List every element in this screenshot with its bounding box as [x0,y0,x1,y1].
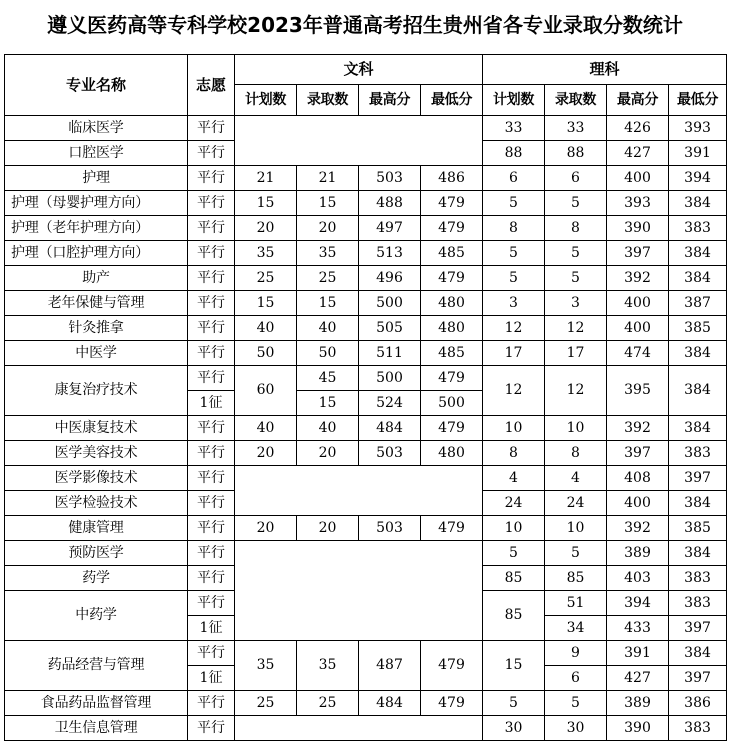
cell-science-max: 393 [607,191,669,216]
cell-arts-max: 505 [359,316,421,341]
cell-arts-min: 480 [421,316,483,341]
cell-choice: 平行 [188,491,235,516]
cell-arts-max: 503 [359,166,421,191]
cell-arts-max: 488 [359,191,421,216]
cell-science-max: 400 [607,291,669,316]
cell-science-plan: 8 [483,441,545,466]
cell-science-max: 408 [607,466,669,491]
cell-arts-max: 484 [359,416,421,441]
cell-major: 护理（口腔护理方向） [5,241,188,266]
cell-choice: 平行 [188,541,235,566]
cell-science-admitted: 10 [545,516,607,541]
cell-arts-plan: 35 [235,241,297,266]
cell-choice: 平行 [188,116,235,141]
cell-science-admitted: 17 [545,341,607,366]
cell-science-max: 397 [607,241,669,266]
cell-science-admitted: 24 [545,491,607,516]
cell-science-plan: 5 [483,266,545,291]
cell-science-max: 403 [607,566,669,591]
header-row-top [5,55,727,85]
table-row [5,366,727,391]
cell-arts-plan: 40 [235,416,297,441]
cell-arts-max: 500 [359,366,421,391]
cell-science-admitted: 6 [545,666,607,691]
cell-choice: 平行 [188,416,235,441]
cell-science-min: 384 [669,341,727,366]
cell-choice: 平行 [188,316,235,341]
cell-choice: 平行 [188,216,235,241]
cell-arts-min: 479 [421,416,483,441]
cell-science-min: 391 [669,141,727,166]
header-arts-admitted: 录取数 [297,85,359,116]
header-arts-min: 最低分 [421,85,483,116]
cell-choice: 平行 [188,591,235,616]
cell-science-admitted: 5 [545,691,607,716]
page-title: 遵义医药高等专科学校2023年普通高考招生贵州省各专业录取分数统计 [47,13,683,37]
cell-science-plan: 5 [483,541,545,566]
cell-science-max: 392 [607,266,669,291]
admission-score-table [4,54,727,741]
cell-science-min: 383 [669,441,727,466]
cell-science-admitted: 88 [545,141,607,166]
cell-choice: 1征 [188,616,235,641]
cell-science-min: 385 [669,316,727,341]
cell-science-max: 427 [607,141,669,166]
cell-arts-admitted: 50 [297,341,359,366]
cell-science-plan: 6 [483,166,545,191]
cell-arts-admitted: 20 [297,441,359,466]
table-row [5,716,727,741]
cell-science-plan: 85 [483,591,545,641]
table-row [5,516,727,541]
cell-science-admitted: 3 [545,291,607,316]
cell-science-max: 389 [607,541,669,566]
cell-arts-plan: 20 [235,441,297,466]
cell-science-plan: 33 [483,116,545,141]
cell-science-admitted: 8 [545,216,607,241]
cell-choice: 1征 [188,391,235,416]
header-science-plan: 计划数 [483,85,545,116]
cell-science-min: 384 [669,241,727,266]
cell-arts-plan: 50 [235,341,297,366]
cell-science-admitted: 5 [545,266,607,291]
cell-science-plan: 12 [483,366,545,416]
header-science-max: 最高分 [607,85,669,116]
cell-science-plan: 15 [483,641,545,691]
cell-science-plan: 5 [483,191,545,216]
cell-choice: 平行 [188,516,235,541]
cell-choice: 平行 [188,691,235,716]
cell-major: 口腔医学 [5,141,188,166]
cell-science-admitted: 5 [545,241,607,266]
header-science-admitted: 录取数 [545,85,607,116]
cell-arts-max: 503 [359,516,421,541]
cell-major: 护理（母婴护理方向） [5,191,188,216]
cell-arts-min: 479 [421,516,483,541]
cell-choice: 平行 [188,441,235,466]
cell-science-admitted: 6 [545,166,607,191]
cell-arts-min: 479 [421,691,483,716]
cell-science-plan: 88 [483,141,545,166]
cell-science-min: 384 [669,416,727,441]
cell-science-plan: 8 [483,216,545,241]
cell-science-max: 389 [607,691,669,716]
cell-choice: 平行 [188,266,235,291]
cell-major: 针灸推拿 [5,316,188,341]
cell-arts-max: 513 [359,241,421,266]
table-row [5,341,727,366]
cell-major: 预防医学 [5,541,188,566]
cell-major: 卫生信息管理 [5,716,188,741]
cell-arts-admitted: 20 [297,516,359,541]
cell-arts-plan: 21 [235,166,297,191]
cell-choice: 平行 [188,466,235,491]
cell-arts-max: 484 [359,691,421,716]
cell-arts-min: 480 [421,441,483,466]
cell-science-max: 390 [607,216,669,241]
cell-arts-max: 487 [359,641,421,691]
cell-major: 药品经营与管理 [5,641,188,691]
cell-science-max: 400 [607,491,669,516]
cell-arts-max: 496 [359,266,421,291]
cell-arts-admitted: 15 [297,291,359,316]
cell-choice: 平行 [188,641,235,666]
cell-science-max: 392 [607,516,669,541]
cell-science-min: 394 [669,166,727,191]
cell-science-plan: 5 [483,241,545,266]
cell-choice: 平行 [188,241,235,266]
cell-science-max: 391 [607,641,669,666]
cell-choice: 平行 [188,341,235,366]
cell-science-max: 394 [607,591,669,616]
cell-major: 护理 [5,166,188,191]
cell-arts-max: 497 [359,216,421,241]
cell-science-min: 387 [669,291,727,316]
cell-science-max: 392 [607,416,669,441]
cell-science-admitted: 30 [545,716,607,741]
cell-major: 老年保健与管理 [5,291,188,316]
cell-choice: 平行 [188,166,235,191]
cell-arts-min: 479 [421,191,483,216]
table-row [5,641,727,666]
cell-science-max: 390 [607,716,669,741]
cell-science-min: 384 [669,541,727,566]
cell-arts-admitted: 15 [297,191,359,216]
header-science-min: 最低分 [669,85,727,116]
cell-science-max: 427 [607,666,669,691]
cell-science-min: 384 [669,266,727,291]
cell-science-min: 384 [669,491,727,516]
cell-arts-plan: 15 [235,291,297,316]
cell-choice: 平行 [188,716,235,741]
cell-science-min: 384 [669,641,727,666]
cell-science-max: 400 [607,166,669,191]
cell-science-admitted: 12 [545,366,607,416]
cell-science-min: 383 [669,591,727,616]
cell-major: 临床医学 [5,116,188,141]
cell-major: 助产 [5,266,188,291]
cell-science-max: 474 [607,341,669,366]
header-science: 理科 [483,55,727,85]
cell-arts-min: 479 [421,216,483,241]
table-row [5,316,727,341]
header-arts-plan: 计划数 [235,85,297,116]
cell-arts-plan: 25 [235,691,297,716]
cell-major: 健康管理 [5,516,188,541]
cell-arts-plan: 15 [235,191,297,216]
header-arts-max: 最高分 [359,85,421,116]
table-row [5,541,727,566]
cell-major: 食品药品监督管理 [5,691,188,716]
cell-arts-max: 524 [359,391,421,416]
cell-major: 药学 [5,566,188,591]
cell-arts-min: 500 [421,391,483,416]
cell-science-plan: 17 [483,341,545,366]
cell-arts-admitted: 45 [297,366,359,391]
cell-science-plan: 4 [483,466,545,491]
cell-science-admitted: 33 [545,116,607,141]
cell-major: 中医康复技术 [5,416,188,441]
cell-arts-plan: 25 [235,266,297,291]
cell-science-plan: 85 [483,566,545,591]
cell-science-admitted: 9 [545,641,607,666]
cell-arts-plan: 40 [235,316,297,341]
cell-science-admitted: 51 [545,591,607,616]
cell-arts-min: 479 [421,266,483,291]
cell-arts-empty [235,466,483,516]
cell-science-plan: 24 [483,491,545,516]
cell-major: 护理（老年护理方向） [5,216,188,241]
cell-arts-min: 485 [421,341,483,366]
cell-science-max: 426 [607,116,669,141]
cell-arts-admitted: 25 [297,266,359,291]
cell-science-min: 383 [669,566,727,591]
cell-arts-empty [235,541,483,641]
table-row [5,116,727,141]
cell-major: 医学美容技术 [5,441,188,466]
cell-major: 中药学 [5,591,188,641]
cell-science-admitted: 8 [545,441,607,466]
cell-science-max: 397 [607,441,669,466]
table-row [5,166,727,191]
cell-arts-min: 479 [421,366,483,391]
cell-arts-max: 500 [359,291,421,316]
cell-science-min: 393 [669,116,727,141]
cell-arts-max: 511 [359,341,421,366]
cell-choice: 平行 [188,566,235,591]
cell-choice: 平行 [188,141,235,166]
cell-science-min: 383 [669,716,727,741]
cell-arts-admitted: 35 [297,641,359,691]
cell-arts-admitted: 20 [297,216,359,241]
cell-science-admitted: 34 [545,616,607,641]
cell-arts-empty [235,116,483,166]
cell-science-min: 383 [669,216,727,241]
cell-arts-min: 479 [421,641,483,691]
cell-major: 医学检验技术 [5,491,188,516]
cell-science-admitted: 12 [545,316,607,341]
cell-major: 中医学 [5,341,188,366]
header-arts: 文科 [235,55,483,85]
cell-arts-admitted: 35 [297,241,359,266]
cell-arts-min: 486 [421,166,483,191]
cell-science-plan: 10 [483,416,545,441]
cell-science-min: 386 [669,691,727,716]
table-row [5,191,727,216]
cell-arts-min: 480 [421,291,483,316]
cell-arts-admitted: 21 [297,166,359,191]
cell-science-max: 400 [607,316,669,341]
cell-choice: 平行 [188,291,235,316]
cell-science-admitted: 4 [545,466,607,491]
table-row [5,291,727,316]
header-major: 专业名称 [5,55,188,116]
cell-science-min: 397 [669,666,727,691]
cell-science-plan: 12 [483,316,545,341]
cell-choice: 1征 [188,666,235,691]
cell-arts-admitted: 40 [297,316,359,341]
cell-science-plan: 10 [483,516,545,541]
cell-science-min: 384 [669,366,727,416]
cell-arts-empty [235,716,483,741]
table-row [5,691,727,716]
cell-arts-admitted: 15 [297,391,359,416]
cell-science-admitted: 5 [545,541,607,566]
cell-arts-plan: 20 [235,216,297,241]
cell-arts-plan: 60 [235,366,297,416]
cell-choice: 平行 [188,191,235,216]
table-row [5,441,727,466]
cell-science-max: 395 [607,366,669,416]
cell-arts-plan: 20 [235,516,297,541]
cell-science-plan: 30 [483,716,545,741]
cell-science-max: 433 [607,616,669,641]
cell-arts-min: 485 [421,241,483,266]
table-row [5,466,727,491]
cell-arts-admitted: 25 [297,691,359,716]
cell-major: 医学影像技术 [5,466,188,491]
cell-major: 康复治疗技术 [5,366,188,416]
cell-arts-admitted: 40 [297,416,359,441]
table-row [5,216,727,241]
table-row [5,266,727,291]
header-choice: 志愿 [188,55,235,116]
table-row [5,241,727,266]
cell-science-admitted: 85 [545,566,607,591]
cell-science-admitted: 10 [545,416,607,441]
cell-science-min: 385 [669,516,727,541]
cell-choice: 平行 [188,366,235,391]
cell-science-admitted: 5 [545,191,607,216]
cell-science-min: 397 [669,466,727,491]
table-row [5,416,727,441]
cell-arts-plan: 35 [235,641,297,691]
cell-science-min: 397 [669,616,727,641]
cell-science-plan: 5 [483,691,545,716]
cell-science-min: 384 [669,191,727,216]
cell-science-plan: 3 [483,291,545,316]
cell-arts-max: 503 [359,441,421,466]
